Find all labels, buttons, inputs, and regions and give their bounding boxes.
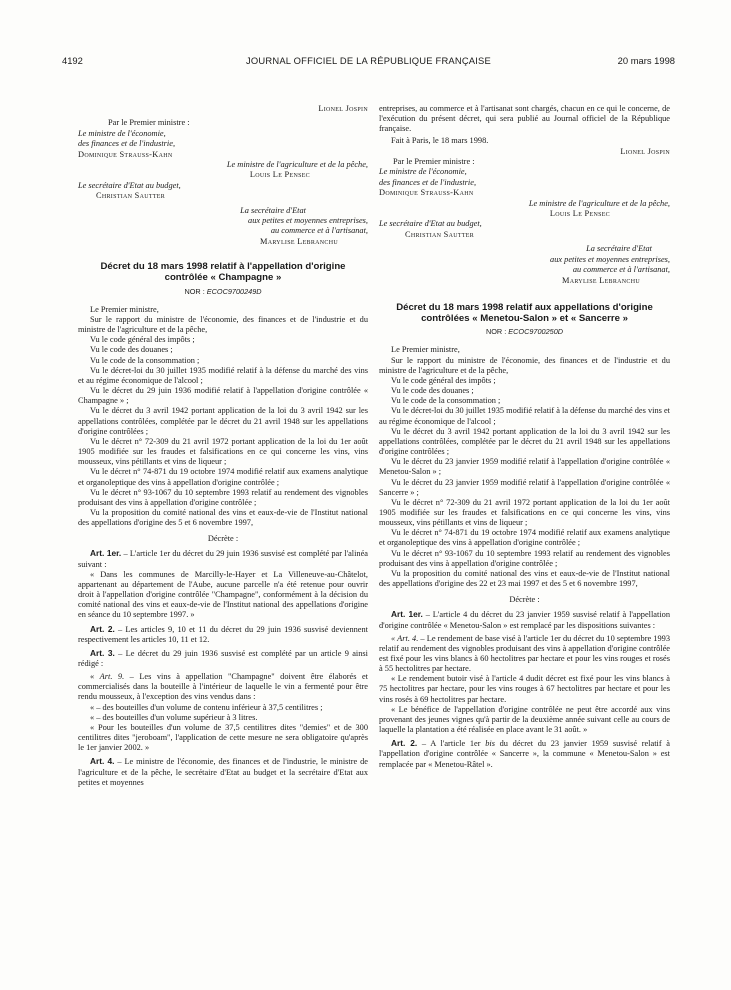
article-text: – A l'article 1er [417,739,486,749]
article-4-quote [379,634,670,675]
article-text: – Le rendement de base visé à l'article 1er du décret du 10 septembre 1993 relatif au rendement des vignobles produisant des vins à appellation d'origine contrôlée est fixé pour les vins blancs à 60 hectolitres par hectare et pour les vins rouges et rosés à 55 hectolitres par hectare. [379,633,670,674]
signer-prime-minister: Lionel Jospin [620,146,670,156]
signer-pme-title: aux petites et moyennes entreprises, [550,254,670,264]
issue-date: 20 mars 1998 [617,55,675,66]
preamble-paragraph: Vu le code général des impôts ; [90,335,195,345]
signer-eco-title: Le ministre de l'économie, [78,128,166,138]
preamble-paragraph: Vu le décret du 3 avril 1942 portant application de la loi du 3 avril 1942 sur les appellations contrôlées, complétée par le décret du 21 avril 1948 sur les appellations d'origine contrôlées ; [78,406,368,436]
signer-budget-title: Le secrétaire d'Etat au budget, [78,180,181,190]
decrete-heading: Décrète : [207,534,239,544]
signer-pme-title: au commerce et à l'artisanat, [270,226,368,236]
nor-reference [379,327,670,337]
article-4-para: « Le bénéfice de l'appellation d'origine contrôlée ne peut être accordé aux vins provenant des jeunes vignes qu'à partir de la deuxième année suivant celle au cours de laquelle la plantation a été réalisée en place avant le 31 août. » [379,704,670,735]
nor-code: ECOC9700249D [206,286,262,296]
article-1 [379,609,670,630]
article-label: Art. 9. [99,672,125,682]
signer-agri-title: Le ministre de l'agriculture et de la pêche, [226,160,368,170]
preamble-paragraph: Vu le code général des impôts ; [391,375,496,385]
article-4 [78,756,368,787]
nor-reference [78,287,368,297]
signer-eco-title: des finances et de l'industrie, [78,139,176,149]
preamble-paragraph: Vu le code des douanes ; [90,345,173,355]
article-2 [78,624,368,645]
signer-prime-minister: Lionel Jospin [318,104,368,113]
signer-agri-name: Louis Le Pensec [549,209,610,219]
signature-block [379,147,670,286]
article-9-para: « Pour les bouteilles d'un volume de 37,5 centilitres dites "demies" et de 300 centilitres dites "jeroboam", l'application de cette mesure ne sera obligatoire qu'après le 1er janvier 2002. » [78,722,368,753]
preamble-paragraph: Vu le code de la consommation ; [391,396,501,406]
preamble-paragraph: Vu le décret-loi du 30 juillet 1935 modifié relatif à la défense du marché des vins et au régime économique de l'alcool ; [379,406,670,426]
preamble-paragraph: Vu le décret du 29 juin 1936 modifié relatif à l'appellation d'origine contrôlée « Champagne » ; [78,386,368,406]
decree-preamble [379,345,670,589]
article-1 [78,548,368,569]
preamble-paragraph: Vu la proposition du comité national des vins et eaux-de-vie de l'Institut national des appellations d'origine des 5 et 6 novembre 1997, [78,507,368,528]
preamble-paragraph: Sur le rapport du ministre de l'économie, des finances et de l'industrie et du ministre de l'agriculture et de la pêche, [379,355,670,375]
right-column [379,104,670,770]
nor-label: NOR : [485,327,507,337]
preamble-paragraph: Le Premier ministre, [391,345,460,355]
article-text: – L'article 4 du décret du 23 janvier 1959 susvisé relatif à l'appellation d'origine contrôlée « Menetou-Salon » est remplacé par les dispositions suivantes : [379,610,670,630]
continuation-text: entreprises, au commerce et à l'artisanat sont chargés, chacun en ce qui le concerne, de l'exécution du présent décret, qui sera publié au Journal officiel de la République française. [379,104,670,134]
article-9-item: « – des bouteilles d'un volume supérieur à 3 litres. [90,712,258,722]
article-text: – Les vins à appellation "Champagne" doivent être élaborés et commercialisés dans la bouteille à l'intérieur de laquelle le vin a fermenté pour être rendu mousseux, à l'exception des vins vendus dans : [78,672,368,702]
signer-pme-title: La secrétaire d'Etat [240,205,306,215]
signer-eco-name: Dominique Strauss-Kahn [379,188,474,198]
article-label: Art. 1er. [90,548,122,559]
article-label: Art. 2. [90,623,115,634]
journal-title: JOURNAL OFFICIEL DE LA RÉPUBLIQUE FRANÇAISE [246,55,491,66]
fait-a-paris: Fait à Paris, le 18 mars 1998. [391,136,489,146]
signer-budget-title: Le secrétaire d'Etat au budget, [379,219,482,229]
preamble-paragraph: Vu le décret n° 72-309 du 21 avril 1972 portant application de la loi du 1er août 1905 modifiée sur les fraudes et falsifications en ce qui concerne les vins, vins mousseux, vins pétillants et vins de liqueur ; [379,497,670,528]
preamble-paragraph: Vu le décret n° 93-1067 du 10 septembre 1993 relatif au rendement des vignobles produisant des vins à appellation d'origine contrôlée ; [78,487,368,507]
signer-budget-name: Christian Sautter [96,191,166,201]
preamble-paragraph: Le Premier ministre, [90,304,159,314]
signer-pme-title: aux petites et moyennes entreprises, [248,216,368,226]
preamble-paragraph: Vu le code de la consommation ; [90,355,200,365]
article-text: – L'article 1er du décret du 29 juin 1936 susvisé est complété par l'alinéa suivant : [78,549,368,569]
article-label: Art. 2. [391,738,418,749]
signer-agri-name: Louis Le Pensec [249,170,310,180]
signer-agri-title: Le ministre de l'agriculture et de la pêche, [528,198,670,208]
signer-pme-title: La secrétaire d'Etat [586,244,652,254]
signature-block [78,104,368,247]
article-text: – Le ministre de l'économie, des finances et de l'industrie, le ministre de l'agriculture et de la pêche, le secrétaire d'Etat au budget et la secrétaire d'Etat aux petites et moyennes [78,757,368,787]
signer-pme-name: Marylise Lebranchu [561,275,640,285]
article-label: Art. 3. [90,647,115,658]
decree-title: Décret du 18 mars 1998 relatif aux appellations d'origine contrôlées « Menetou-Salon » et « Sancerre » [396,301,653,325]
decree-title: Décret du 18 mars 1998 relatif à l'appellation d'origine contrôlée « Champagne » [100,261,346,284]
signer-pme-title: au commerce et à l'artisanat, [572,265,670,275]
article-text: du décret du 23 janvier 1959 susvisé relatif à l'appellation d'origine contrôlée « Sancerre », la commune « Menetou-Salon » est remplacée par « Menetou-Râtel ». [379,739,670,769]
preamble-paragraph: Vu le décret-loi du 30 juillet 1935 modifié relatif à la défense du marché des vins et au régime économique de l'alcool ; [78,365,368,385]
signer-eco-title: des finances et de l'industrie, [379,177,477,187]
preamble-paragraph: Vu le décret du 23 janvier 1959 modifié relatif à l'appellation d'origine contrôlée « Sancerre » ; [379,477,670,497]
preamble-paragraph: Vu le décret du 3 avril 1942 portant application de la loi du 3 avril 1942 sur les appellations contrôlées, complétée par le décret du 21 avril 1948 sur les appellations d'origine contrôlées ; [379,426,670,457]
article-label: « Art. 4. [391,633,419,643]
decrete-heading: Décrète : [509,595,540,605]
preamble-paragraph: Vu la proposition du comité national des vins et eaux-de-vie de l'Institut national des appellations d'origine des 22 et 23 mai 1997 et des 5 et 6 novembre 1997, [379,568,670,589]
preamble-paragraph: Sur le rapport du ministre de l'économie, des finances et de l'industrie et du ministre de l'agriculture et de la pêche, [78,315,368,335]
signer-pme-name: Marylise Lebranchu [259,236,338,246]
article-9: « Art. 9. – Les vins à appellation "Champagne" doivent être élaborés et commercialisés dans la bouteille à l'intérieur de laquelle le vin a fermenté pour être rendu mousseux, à l'exception des vins vendus dans : [78,672,368,702]
left-column [78,104,368,788]
article-text: – Les articles 9, 10 et 11 du décret du 29 juin 1936 susvisé deviennent respectivement les articles 10, 11 et 12. [78,624,368,644]
nor-code: ECOC9700250D [508,327,564,337]
preamble-paragraph: Vu le code des douanes ; [391,386,474,396]
preamble-paragraph: Vu le décret n° 93-1067 du 10 septembre 1993 relatif au rendement des vignobles produisant des vins à appellation d'origine contrôlée ; [379,548,670,568]
page-number: 4192 [62,55,83,66]
preamble-paragraph: Vu le décret n° 72-309 du 21 avril 1972 portant application de la loi du 1er août 1905 modifiée sur les fraudes et falsifications en ce qui concerne les vins, vins mousseux, vins pétillants et vins de liqueur ; [78,436,368,467]
signer-eco-name: Dominique Strauss-Kahn [78,149,173,159]
article-3 [78,648,368,669]
preamble-paragraph: Vu le décret du 23 janvier 1959 modifié relatif à l'appellation d'origine contrôlée « Menetou-Salon » ; [379,457,670,477]
signer-intro: Par le Premier ministre : [108,118,190,128]
article-text: bis [485,739,495,749]
article-4-para: « Le rendement butoir visé à l'article 4 dudit décret est fixé pour les vins blancs à 75 hectolitres par hectare, pour les vins rouges à 67 hectolitres par hectare et pour les vins rosés à 69 hectolitres par hectare. [379,674,670,704]
article-label: Art. 4. [90,756,115,767]
signer-budget-name: Christian Sautter [405,229,475,239]
decree-preamble [78,305,368,528]
preamble-paragraph: Vu le décret n° 74-871 du 19 octobre 1974 modifié relatif aux examens analytique et organoleptique des vins à appellation d'origine contrôlée ; [78,467,368,487]
signer-eco-title: Le ministre de l'économie, [379,167,467,177]
nor-label: NOR : [184,286,205,296]
article-text: – Le décret du 29 juin 1936 susvisé est complété par un article 9 ainsi rédigé : [78,648,368,668]
article-1-quote: « Dans les communes de Marcilly-le-Hayer et La Villeneuve-au-Châtelot, appartenant au département de l'Aube, aucune parcelle n'a été retenue pour ouvrir droit à l'appellation d'origine contrôlée "Champagne", conformément à la décision du comité national des vins et eaux-de-vie de l'Institut national des appellations d'origine en séance du 10 septembre 1997. » [78,569,368,620]
signer-intro: Par le Premier ministre : [393,157,475,167]
article-label: Art. 1er. [391,609,423,620]
article-2 [379,738,670,769]
page-header [62,55,675,69]
article-9-item: « – des bouteilles d'un volume de contenu inférieur à 37,5 centilitres ; [90,702,323,712]
preamble-paragraph: Vu le décret n° 74-871 du 19 octobre 1974 modifié relatif aux examens analytique et organoleptique des vins à appellation d'origine contrôlée ; [379,528,670,548]
